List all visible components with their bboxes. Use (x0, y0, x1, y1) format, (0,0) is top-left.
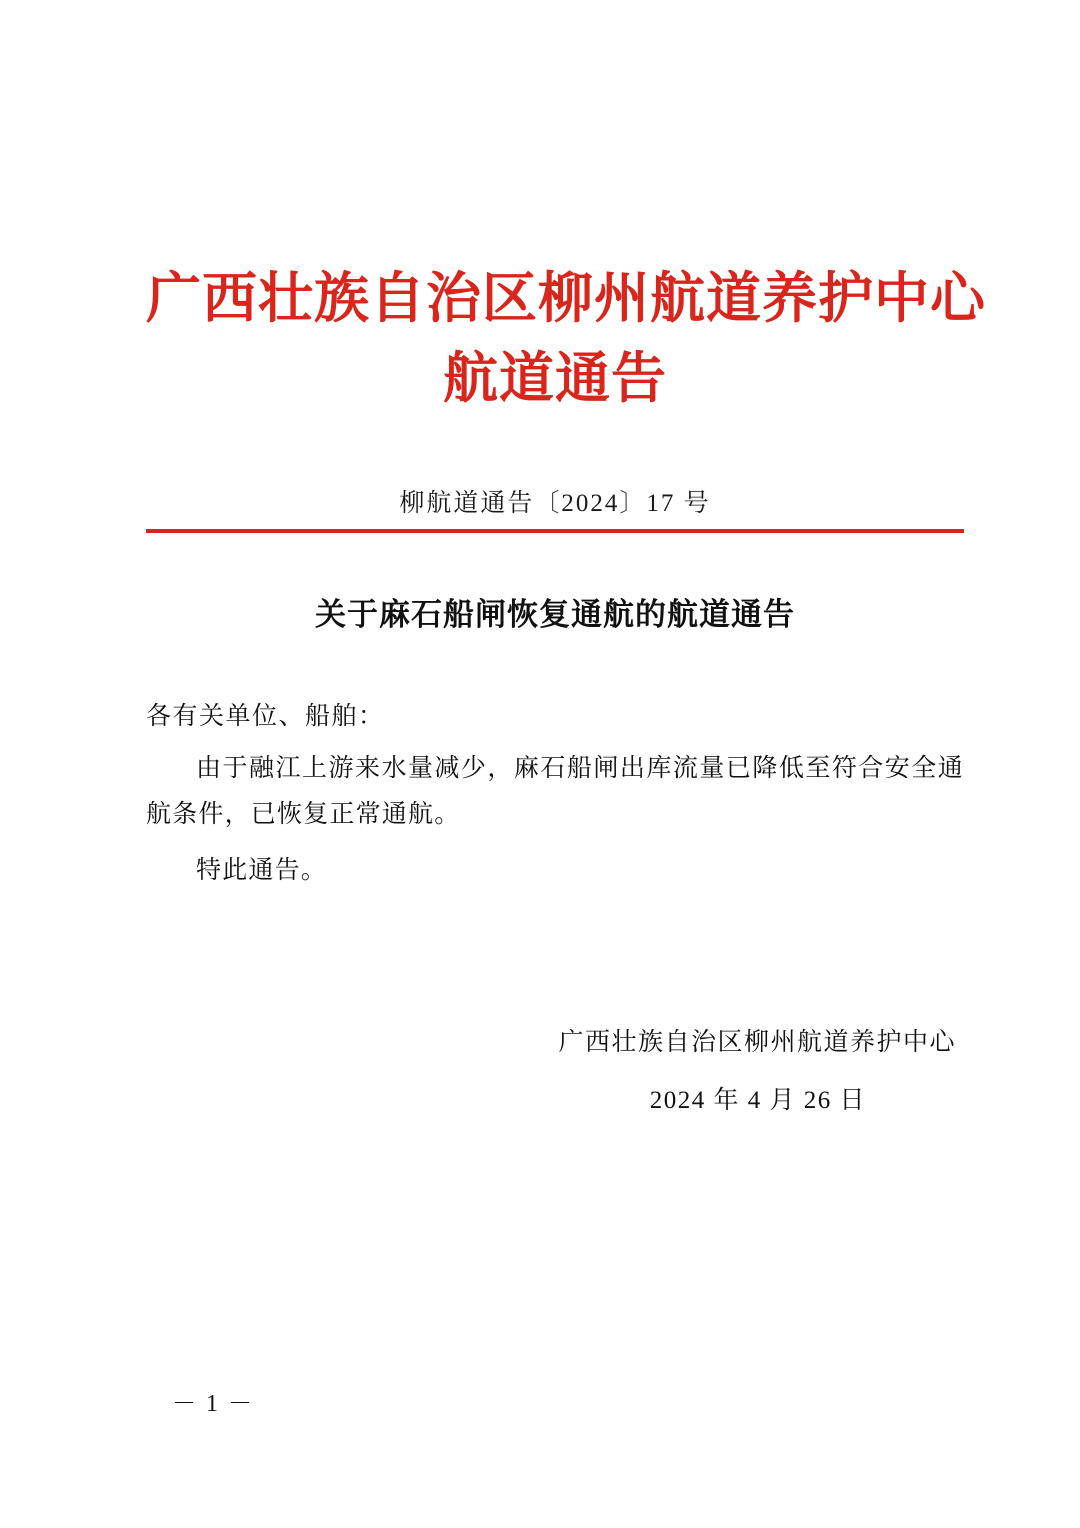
document-body (146, 0, 987, 1528)
salutation: 各有关单位、船舶： (146, 702, 385, 730)
page-number: － 1 － (172, 1391, 254, 1417)
document-title: 关于麻石船闸恢复通航的航道通告 (315, 596, 795, 632)
masthead (146, 262, 987, 417)
signature-date: 2024 年 4 月 26 日 (649, 1087, 866, 1115)
signature-organization: 广西壮族自治区柳州航道养护中心 (558, 1029, 956, 1057)
paragraph-2: 特此通告。 (196, 857, 328, 884)
masthead-line-2: 航道通告 (442, 348, 667, 410)
masthead-line-1: 广西壮族自治区柳州航道养护中心 (146, 268, 987, 329)
red-divider-rule (146, 529, 964, 533)
document-number: 柳航道通告〔2024〕17 号 (399, 489, 711, 517)
paragraph-1: 由于融江上游来水量减少，麻石船闸出库流量已降低至符合安全通航条件，已恢复正常通航。 (146, 754, 964, 828)
